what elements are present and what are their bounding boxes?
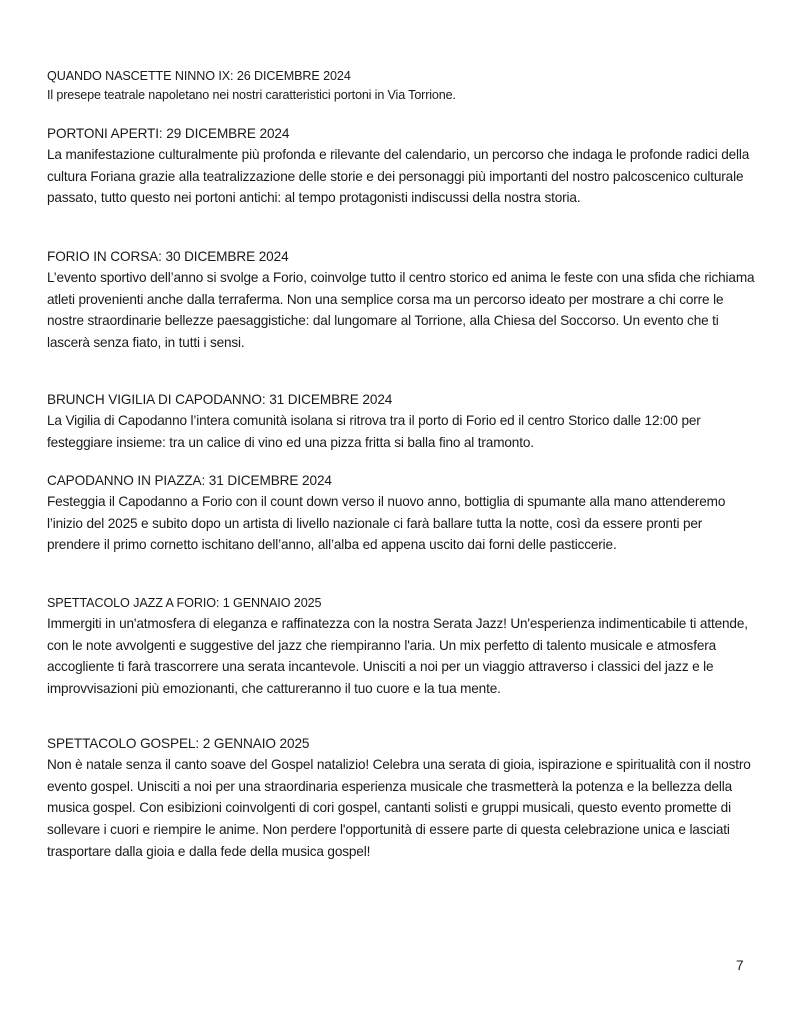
event-title: SPETTACOLO JAZZ A FORIO: 1 GENNAIO 2025: [47, 596, 322, 610]
event-title: FORIO IN CORSA: 30 DICEMBRE 2024: [47, 249, 289, 264]
event-title: PORTONI APERTI: 29 DICEMBRE 2024: [47, 126, 290, 141]
event-description: Festeggia il Capodanno a Forio con il count down verso il nuovo anno, bottiglia di spumante alla mano attenderemo l’inizio del 2025 e subito dopo un artista di livello nazionale ci farà ballare tutta la notte, così da essere pronti per prendere il primo cornetto ischitano dell’anno, all’alba ed appena uscito dai forni delle pasticcerie.: [47, 494, 726, 553]
event-title: QUANDO NASCETTE NINNO IX: 26 DICEMBRE 2024: [47, 69, 351, 83]
event-title: BRUNCH VIGILIA DI CAPODANNO: 31 DICEMBRE 2024: [47, 392, 393, 407]
event-description: Il presepe teatrale napoletano nei nostri caratteristici portoni in Via Torrione.: [47, 88, 456, 102]
event-title: CAPODANNO IN PIAZZA: 31 DICEMBRE 2024: [47, 473, 332, 488]
event-section-quando-nascette-ninno: [47, 66, 456, 105]
event-title: SPETTACOLO GOSPEL: 2 GENNAIO 2025: [47, 736, 310, 751]
event-section-spettacolo-gospel: [47, 734, 757, 863]
event-description: Immergiti in un'atmosfera di eleganza e raffinatezza con la nostra Serata Jazz! Un'esperienza indimenticabile ti attende, con le note avvolgenti e suggestive del jazz che riempiranno l'aria. Un mix perfetto di talento musicale e atmosfera accogliente ti farà trascorrere una serata incantevole. Unisciti a noi per un viaggio attraverso i classici del jazz e le improvvisazioni più emozionanti, che cattureranno il tuo cuore e la tua mente.: [47, 616, 748, 697]
event-description: La manifestazione culturalmente più profonda e rilevante del calendario, un percorso che indaga le profonde radici della cultura Foriana grazie alla teatralizzazione delle storie e dei personaggi più importanti del nostro palcoscenico culturale passato, tutto questo nei portoni antichi: al tempo protagonisti indiscussi della nostra storia.: [47, 147, 750, 206]
page-number: 7: [736, 958, 744, 973]
event-description: L’evento sportivo dell’anno si svolge a Forio, coinvolge tutto il centro storico ed anima le feste con una sfida che richiama atleti provenienti anche dalla terraferma. Non una semplice corsa ma un percorso ideato per mostrare a chi corre le nostre straordinarie bellezze paesaggistiche: dal lungomare al Torrione, alla Chiesa del Soccorso. Un evento che ti lascerà senza fiato, in tutti i sensi.: [47, 270, 755, 351]
event-description: Non è natale senza il canto soave del Gospel natalizio! Celebra una serata di gioia, ispirazione e spiritualità con il nostro evento gospel. Unisciti a noi per una straordinaria esperienza musicale che trasmetterà la potenza e la bellezza della musica gospel. Con esibizioni coinvolgenti di cori gospel, cantanti solisti e gruppi musicali, questo evento promette di sollevare i cuori e riempire le anime. Non perdere l'opportunità di essere parte di questa celebrazione unica e lasciati trasportare dalla gioia e dalla fede della musica gospel!: [47, 757, 751, 859]
event-section-brunch-vigilia: [47, 390, 757, 453]
event-section-capodanno-in-piazza: [47, 471, 757, 556]
event-section-portoni-aperti: [47, 124, 757, 209]
event-section-spettacolo-jazz: [47, 593, 757, 700]
event-section-forio-in-corsa: [47, 247, 757, 354]
event-description: La Vigilia di Capodanno l’intera comunità isolana si ritrova tra il porto di Forio ed il centro Storico dalle 12:00 per festeggiare insieme: tra un calice di vino ed una pizza fritta si balla fino al tramonto.: [47, 413, 701, 450]
